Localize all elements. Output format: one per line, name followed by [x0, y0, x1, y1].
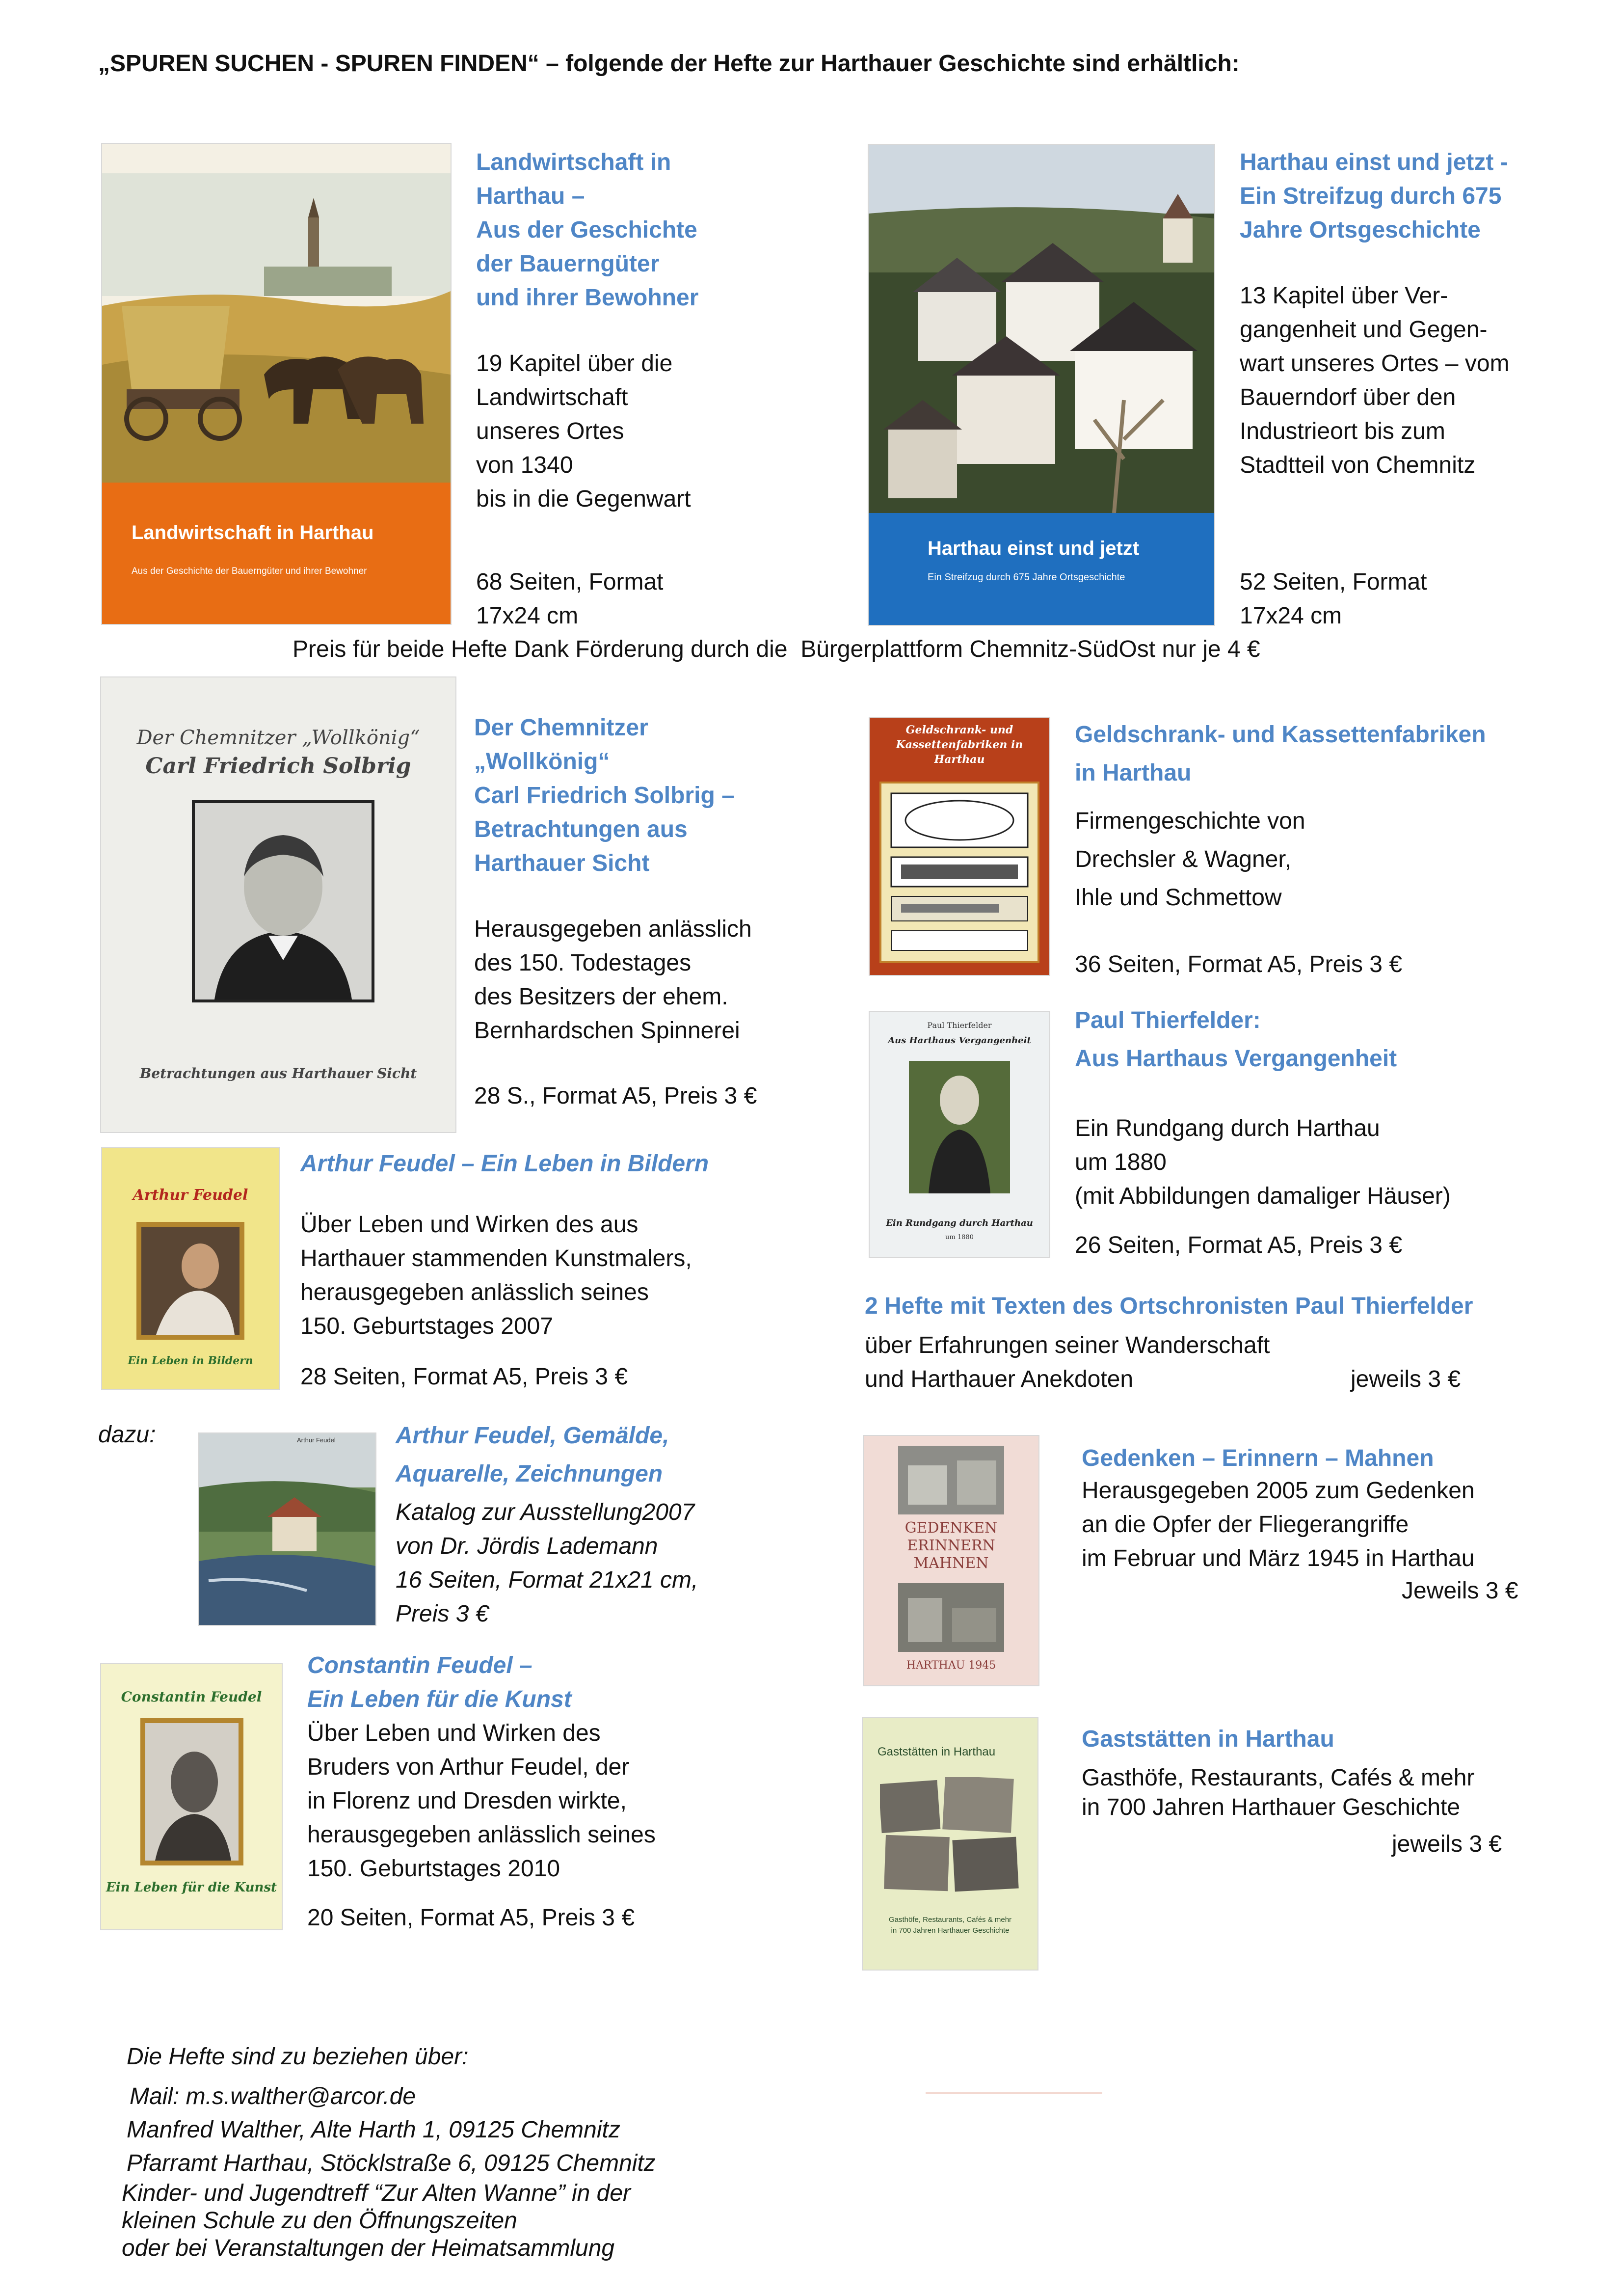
- geldschrank-title: Geldschrank- und Kassettenfabriken in Harthau: [1075, 722, 1486, 786]
- gemaelde-description: Katalog zur Ausstellung2007 von Dr. Jördis Lademann 16 Seiten, Format 21x21 cm, Preis 3 €: [396, 1499, 698, 1627]
- thierfelder-title: Paul Thierfelder: Aus Harthaus Vergangenheit: [1075, 1007, 1397, 1072]
- cover-gedenken-photo-bottom: [898, 1583, 1004, 1652]
- cover-wollkoenig-bottom: Betrachtungen aus Harthauer Sicht: [139, 1065, 417, 1081]
- contact-intro: Die Hefte sind zu beziehen über:: [127, 2044, 469, 2070]
- decorative-divider: [926, 2092, 1102, 2094]
- arthur-title: Arthur Feudel – Ein Leben in Bildern: [300, 1151, 709, 1177]
- zwei-hefte-description: über Erfahrungen seiner Wanderschaft und Harthauer Anekdoten: [865, 1332, 1270, 1392]
- cover-gedenken-photo-top: [898, 1446, 1004, 1514]
- cover-geldschrank: [870, 718, 1049, 975]
- contact-address-pfarramt: Pfarramt Harthau, Stöcklstraße 6, 09125 Chemnitz: [127, 2150, 656, 2176]
- landwirtschaft-format: 68 Seiten, Format 17x24 cm: [476, 569, 664, 629]
- constantin-title: Constantin Feudel – Ein Leben für die Kunst: [307, 1652, 572, 1712]
- thierfelder-description: Ein Rundgang durch Harthau um 1880 (mit Abbildungen damaliger Häuser): [1075, 1115, 1451, 1209]
- cover-thierfelder-top1: Paul Thierfelder: [927, 1021, 992, 1030]
- cover-landwirtschaft-subtitle: Aus der Geschichte der Bauerngüter und ihrer Bewohner: [132, 566, 367, 576]
- cover-thierfelder-photo: [909, 1061, 1010, 1193]
- cover-gaststaetten-title: Gaststätten in Harthau: [878, 1745, 996, 1758]
- cover-wollkoenig: [101, 677, 455, 1132]
- cover-wollkoenig-line1: Der Chemnitzer „Wollkönig“: [136, 727, 420, 749]
- zwei-hefte-title: 2 Hefte mit Texten des Ortschronisten Paul Thierfelder: [865, 1293, 1473, 1319]
- cover-arthur-top: Arthur Feudel: [133, 1187, 248, 1204]
- cover-geldschrank-image: [879, 782, 1039, 963]
- wollkoenig-format: 28 S., Format A5, Preis 3 €: [474, 1083, 757, 1109]
- cover-gemaelde-top: Arthur Feudel: [297, 1436, 336, 1444]
- gedenken-description: Herausgegeben 2005 zum Gedenken an die Opfer der Fliegerangriffe im Februar und März 1945 in Harthau: [1082, 1478, 1475, 1571]
- gemaelde-title: Arthur Feudel, Gemälde, Aquarelle, Zeichnungen: [396, 1423, 669, 1487]
- cover-gedenken-bottom: HARTHAU 1945: [906, 1659, 996, 1672]
- arthur-format: 28 Seiten, Format A5, Preis 3 €: [300, 1364, 628, 1390]
- dazu-label: dazu:: [98, 1422, 156, 1448]
- cover-harthau-einst-title: Harthau einst und jetzt: [928, 538, 1140, 559]
- zwei-hefte-price: jeweils 3 €: [1351, 1366, 1461, 1392]
- geldschrank-description: Firmengeschichte von Drechsler & Wagner, Ihle und Schmettow: [1075, 808, 1305, 911]
- cover-geldschrank-title: Geldschrank- und Kassettenfabriken in Harthau: [896, 724, 1023, 766]
- cover-thierfelder-top2: Aus Harthaus Vergangenheit: [888, 1035, 1031, 1046]
- cover-gaststaetten: [863, 1718, 1038, 1970]
- thierfelder-format: 26 Seiten, Format A5, Preis 3 €: [1075, 1232, 1403, 1258]
- contact-address-walther: Manfred Walther, Alte Harth 1, 09125 Chemnitz: [127, 2117, 620, 2143]
- cover-gaststaetten-bottom: Gasthöfe, Restaurants, Cafés & mehr in 700 Jahren Harthauer Geschichte: [888, 1916, 1012, 1935]
- cover-harthau-einst-subtitle: Ein Streifzug durch 675 Jahre Ortsgeschichte: [928, 572, 1125, 583]
- cover-harthau-einst: [869, 145, 1214, 625]
- cover-constantin-top: Constantin Feudel: [121, 1689, 262, 1705]
- cover-landwirtschaft-title: Landwirtschaft in Harthau: [132, 522, 374, 543]
- cover-arthur-bottom: Ein Leben in Bildern: [128, 1354, 253, 1367]
- portrait-solbrig: [195, 803, 372, 999]
- landwirtschaft-description: 19 Kapitel über die Landwirtschaft unseres Ortes von 1340 bis in die Gegenwart: [476, 351, 691, 512]
- cover-thierfelder: [870, 1012, 1049, 1257]
- constantin-description: Über Leben und Wirken des Bruders von Arthur Feudel, der in Florenz und Dresden wirkte, herausgegeben anlässlich seines 150. Geburtstages 2010: [307, 1720, 656, 1882]
- page-headline: „SPUREN SUCHEN - SPUREN FINDEN“ – folgende der Hefte zur Harthauer Geschichte sind erhältlich:: [98, 51, 1240, 77]
- price-note: Preis für beide Hefte Dank Förderung durch die Bürgerplattform Chemnitz-SüdOst nur je 4 €: [293, 636, 1260, 662]
- harthau-einst-format: 52 Seiten, Format 17x24 cm: [1240, 569, 1427, 629]
- cover-gedenken-text: GEDENKEN ERINNERN MAHNEN: [905, 1519, 998, 1572]
- cover-constantin-frame: [140, 1718, 243, 1865]
- gaststaetten-price: jeweils 3 €: [1392, 1831, 1502, 1857]
- cover-photo-hayfield: [102, 144, 451, 483]
- cover-arthur: [102, 1148, 279, 1389]
- cover-arthur-frame: [136, 1222, 244, 1340]
- portrait-frame: [192, 800, 374, 1002]
- harthau-einst-description: 13 Kapitel über Ver- gangenheit und Gegen- wart unseres Ortes – vom Bauerndorf über den Industrieort bis zum Stadtteil von Chemnitz: [1240, 283, 1510, 478]
- harthau-einst-title: Harthau einst und jetzt - Ein Streifzug durch 675 Jahre Ortsgeschichte: [1240, 149, 1508, 243]
- cover-gemaelde: [199, 1433, 375, 1625]
- contact-mail[interactable]: Mail: m.s.walther@arcor.de: [130, 2083, 416, 2109]
- cover-gaststaetten-collage: [880, 1777, 1020, 1895]
- contact-jugendtreff: Kinder- und Jugendtreff “Zur Alten Wanne” in der kleinen Schule zu den Öffnungszeiten oder bei Veranstaltungen der Heimatsammlung: [122, 2180, 631, 2261]
- wollkoenig-description: Herausgegeben anlässlich des 150. Todestages des Besitzers der ehem. Bernhardschen Spinnerei: [474, 916, 752, 1044]
- arthur-description: Über Leben und Wirken des aus Harthauer stammenden Kunstmalers, herausgegeben anlässlich seines 150. Geburtstages 2007: [300, 1212, 692, 1339]
- gaststaetten-title: Gaststätten in Harthau: [1082, 1726, 1334, 1752]
- cover-gedenken: [864, 1436, 1038, 1685]
- geldschrank-format: 36 Seiten, Format A5, Preis 3 €: [1075, 951, 1403, 977]
- landwirtschaft-title: Landwirtschaft in Harthau – Aus der Geschichte der Bauerngüter und ihrer Bewohner: [476, 149, 699, 311]
- cover-thierfelder-bottom: Ein Rundgang durch Harthau: [886, 1218, 1033, 1228]
- wollkoenig-title: Der Chemnitzer „Wollkönig“ Carl Friedrich Solbrig – Betrachtungen aus Harthauer Sicht: [474, 715, 735, 876]
- cover-thierfelder-year: um 1880: [945, 1234, 974, 1241]
- gedenken-price: Jeweils 3 €: [1402, 1578, 1518, 1604]
- cover-photo-village: [869, 145, 1214, 513]
- gaststaetten-description: Gasthöfe, Restaurants, Cafés & mehr in 700 Jahren Harthauer Geschichte: [1082, 1765, 1475, 1820]
- cover-constantin: [101, 1664, 282, 1929]
- gedenken-title: Gedenken – Erinnern – Mahnen: [1082, 1445, 1434, 1471]
- cover-landwirtschaft: [102, 144, 451, 624]
- constantin-format: 20 Seiten, Format A5, Preis 3 €: [307, 1905, 635, 1931]
- cover-gemaelde-painting: [199, 1433, 375, 1625]
- cover-wollkoenig-line2: Carl Friedrich Solbrig: [145, 754, 411, 779]
- cover-constantin-bottom: Ein Leben für die Kunst: [106, 1880, 277, 1895]
